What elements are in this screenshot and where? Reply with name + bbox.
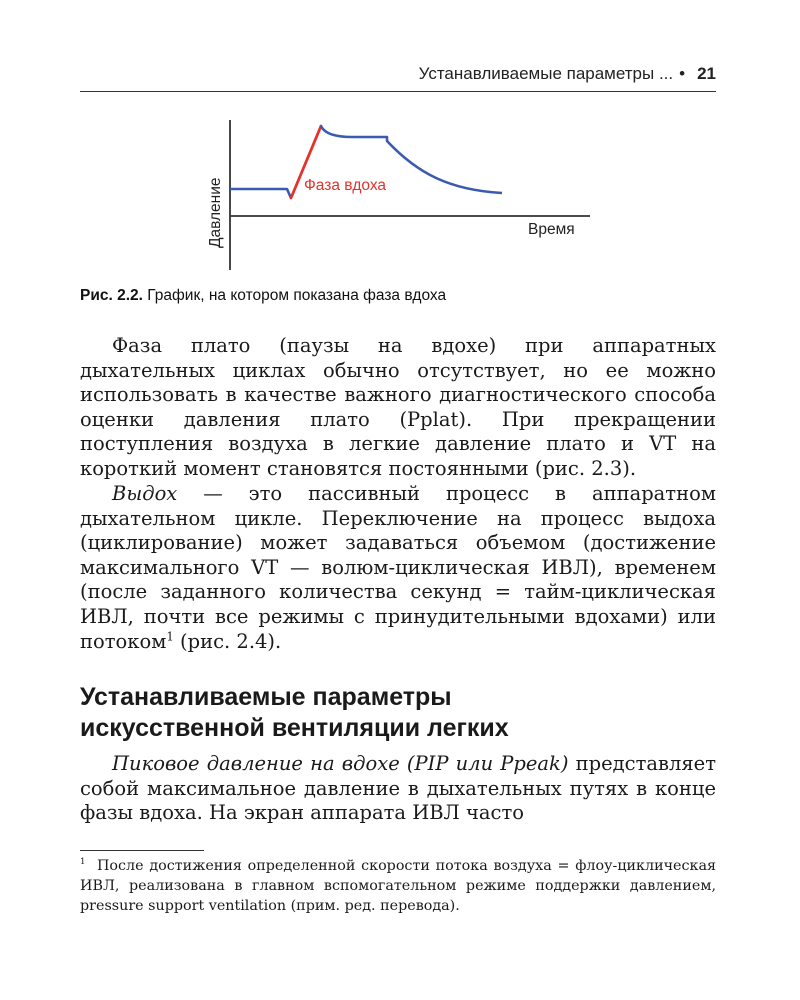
page-number: 21 — [697, 64, 716, 83]
figure-caption — [80, 287, 720, 305]
term-pip: Пиковое давление на вдохе (PIP или Ppeak) — [112, 752, 569, 775]
pressure-time-chart — [190, 110, 610, 280]
footnote-marker: 1 — [80, 857, 86, 868]
paragraph-2-text: — это пассивный процесс в аппаратном дыхательном цикле. Переключение на процесс выдоха (циклирование) может задаваться объемом (достижение максимального VT — волюм-циклическая ИВЛ), временем (после заданного количества секунд = тайм-циклическая ИВЛ, почти все режимы с принудительными вдохами) или потоком — [80, 482, 716, 653]
section-heading-line-2: искусственной вентиляции легких — [80, 714, 509, 742]
phase-label: Фаза вдоха — [304, 177, 387, 194]
paragraph-2-tail: (рис. 2.4). — [173, 629, 282, 653]
running-head-separator: • — [679, 64, 686, 83]
section-heading — [80, 682, 720, 744]
footnote — [80, 856, 716, 916]
caption-text: График, на котором показана фаза вдоха — [147, 287, 447, 304]
term-expiration: Выдох — [112, 482, 178, 505]
running-head — [80, 64, 716, 84]
footnote-rule — [80, 850, 204, 851]
figure-pressure-graph — [190, 110, 610, 280]
footnote-text: После достижения определенной скорости потока воздуха = флоу-циклическая ИВЛ, реализована в главном вспомогательном режиме поддержки давлением, pressure support ventilation (прим. ред. перевода). — [80, 858, 716, 914]
baseline-curve — [230, 189, 291, 198]
paragraph-pip — [80, 752, 716, 826]
paragraph-expiration — [80, 482, 716, 654]
paragraph-3-text: представляет собой максимальное давление в дыхательных путях в конце фазы вдоха. На экран аппарата ИВЛ часто — [80, 752, 716, 825]
section-heading-line-1: Устанавливаемые параметры — [80, 683, 452, 711]
header-rule — [80, 91, 716, 92]
caption-number: Рис. 2.2. — [80, 287, 143, 304]
paragraph-2 — [80, 482, 716, 654]
y-axis-label: Давление — [207, 177, 224, 248]
paragraph-3 — [80, 752, 716, 826]
paragraph-plateau — [80, 334, 716, 482]
running-head-title: Устанавливаемые параметры ... — [418, 64, 674, 83]
x-axis-label: Время — [528, 221, 575, 238]
footnote-ref: 1 — [166, 629, 174, 644]
paragraph-1-text: Фаза плато (паузы на вдохе) при аппаратных дыхательных циклах обычно отсутствует, но ее можно использовать в качестве важного диагностического способа оценки давления плато (Pplat). При прекращении поступления воздуха в легкие давление плато и VT на короткий момент становятся постоянными (рис. 2.3). — [80, 334, 716, 480]
